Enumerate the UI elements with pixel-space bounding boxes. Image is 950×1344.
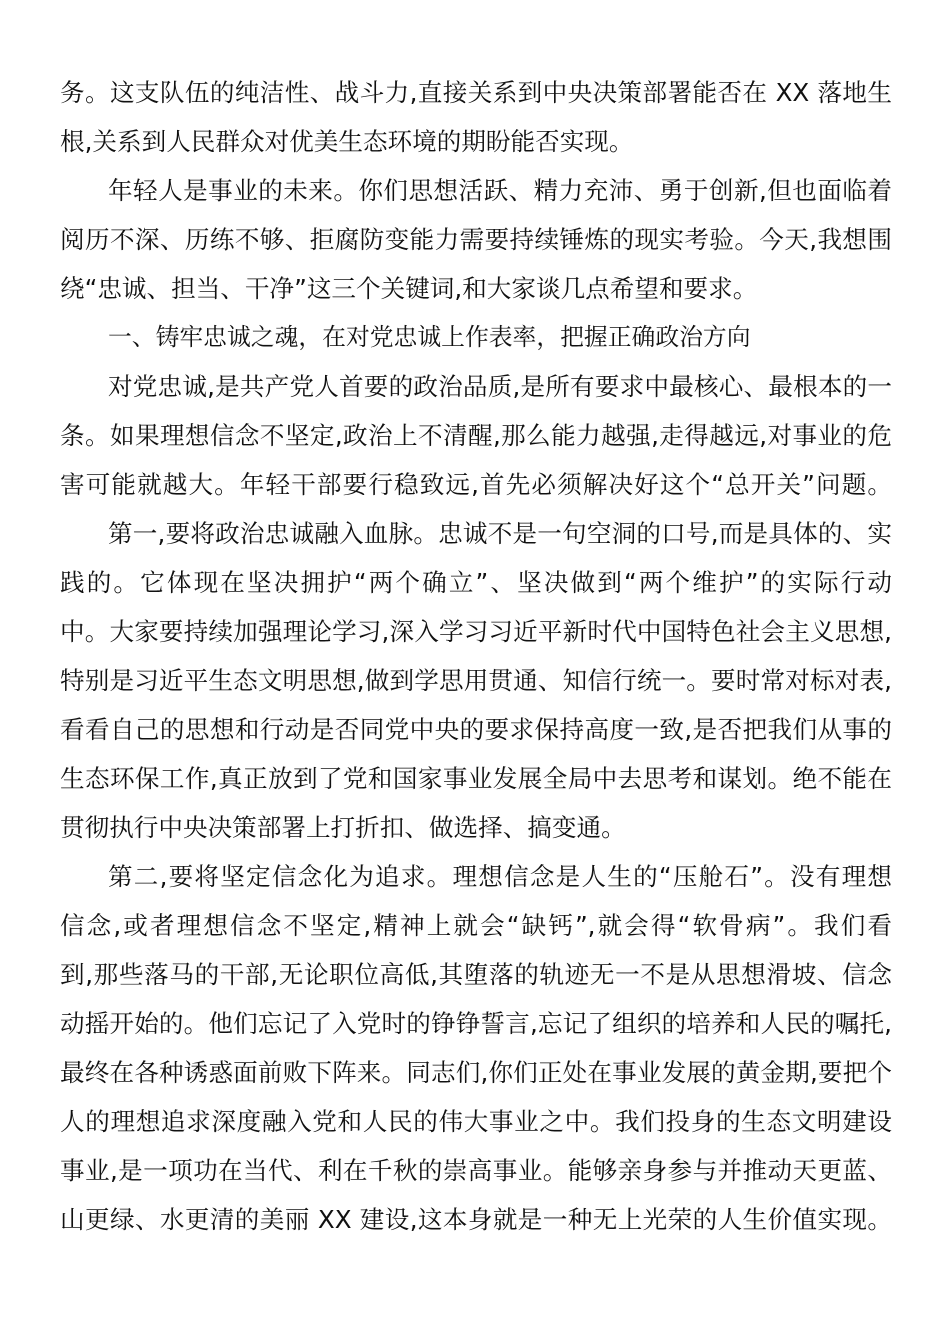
text-line: 害可能就越大。年轻干部要行稳致远,首先必须解决好这个“总开关”问题。 (60, 470, 892, 499)
text-line: 事业,是一项功在当代、利在千秋的崇高事业。能够亲身参与并推动天更蓝、 (60, 1156, 892, 1185)
paragraph-start-line: 对党忠诚,是共产党人首要的政治品质,是所有要求中最核心、最根本的一 (108, 372, 892, 401)
text-line: 根,关系到人民群众对优美生态环境的期盼能否实现。 (60, 127, 634, 156)
text-line: 山更绿、水更清的美丽 XX 建设,这本身就是一种无上光荣的人生价值实现。 (60, 1205, 892, 1234)
text-line: 务。这支队伍的纯洁性、战斗力,直接关系到中央决策部署能否在 XX 落地生 (60, 78, 892, 107)
text-line: 生态环保工作,真正放到了党和国家事业发展全局中去思考和谋划。绝不能在 (60, 764, 892, 793)
paragraph-start-line: 第二,要将坚定信念化为追求。理想信念是人生的“压舱石”。没有理想 (108, 862, 892, 891)
text-line: 看看自己的思想和行动是否同党中央的要求保持高度一致,是否把我们从事的 (60, 715, 892, 744)
text-line: 中。大家要持续加强理论学习,深入学习习近平新时代中国特色社会主义思想, (60, 617, 892, 646)
text-line: 最终在各种诱惑面前败下阵来。同志们,你们正处在事业发展的黄金期,要把个 (60, 1058, 892, 1087)
text-line: 践的。它体现在坚决拥护“两个确立”、坚决做到“两个维护”的实际行动 (60, 568, 892, 597)
section-heading: 一、铸牢忠诚之魂，在对党忠诚上作表率，把握正确政治方向 (108, 323, 751, 351)
text-line: 贯彻执行中央决策部署上打折扣、做选择、搞变通。 (60, 813, 626, 842)
text-line: 到,那些落马的干部,无论职位高低,其堕落的轨迹无一不是从思想滑坡、信念 (60, 960, 892, 989)
text-line: 信念,或者理想信念不坚定,精神上就会“缺钙”,就会得“软骨病”。我们看 (60, 911, 892, 940)
text-line: 人的理想追求深度融入党和人民的伟大事业之中。我们投身的生态文明建设 (60, 1107, 892, 1136)
paragraph-start-line: 第一,要将政治忠诚融入血脉。忠诚不是一句空洞的口号,而是具体的、实 (108, 519, 892, 548)
paragraph-start-line: 年轻人是事业的未来。你们思想活跃、精力充沛、勇于创新,但也面临着 (108, 176, 892, 205)
text-line: 阅历不深、历练不够、拒腐防变能力需要持续锤炼的现实考验。今天,我想围 (60, 225, 892, 254)
text-line: 条。如果理想信念不坚定,政治上不清醒,那么能力越强,走得越远,对事业的危 (60, 421, 892, 450)
text-line: 绕“忠诚、担当、干净”这三个关键词,和大家谈几点希望和要求。 (60, 274, 758, 303)
text-line: 特别是习近平生态文明思想,做到学思用贯通、知信行统一。要时常对标对表, (60, 666, 892, 695)
text-line: 动摇开始的。他们忘记了入党时的铮铮誓言,忘记了组织的培养和人民的嘱托, (60, 1009, 892, 1038)
